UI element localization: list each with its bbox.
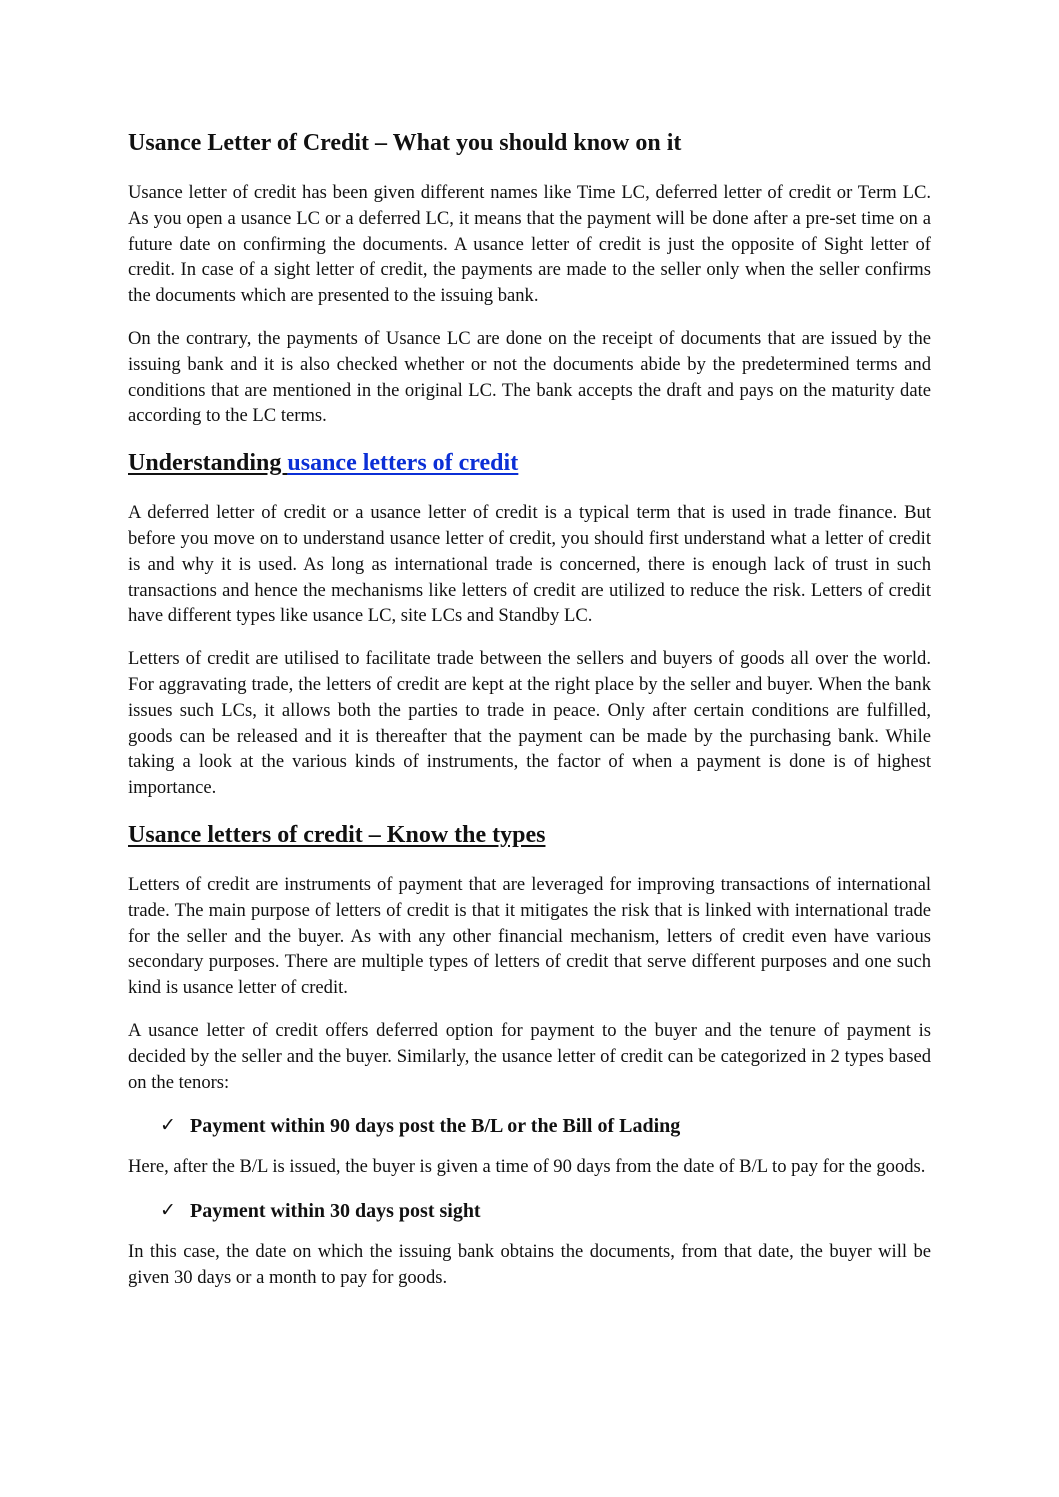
- understanding-paragraph-2: Letters of credit are utilised to facilitate trade between the sellers and buyers of goods all over the world. For aggravating trade, the letters of credit are kept at the right place by the seller and buyer. When the bank issues such LCs, it allows both the parties to trade in peace. Only after certain conditions are fulfilled, goods can be released and it is thereafter that the payment can be made by the purchasing bank. While taking a look at the various kinds of instruments, the factor of when a payment is done is of highest importance.: [128, 648, 931, 799]
- usance-letters-link[interactable]: usance letters of credit: [287, 450, 519, 477]
- types-paragraph-1: Letters of credit are instruments of payment that are leveraged for improving transactions of international trade. The main purpose of letters of credit is that it mitigates the risk that is linked with international trade for the seller and the buyer. As with any other financial mechanism, letters of credit even have various secondary purposes. There are multiple types of letters of credit that serve different purposes and one such kind is usance letter of credit.: [128, 873, 931, 999]
- intro-paragraph-2: On the contrary, the payments of Usance LC are done on the receipt of documents that are issued by the issuing bank and it is also checked whether or not the documents abide by the predetermined terms and conditions that are mentioned in the original LC. The bank accepts the draft and pays on the maturity date according to the LC terms.: [128, 327, 931, 427]
- intro-paragraph-1: Usance letter of credit has been given different names like Time LC, deferred letter of credit or Term LC. As you open a usance LC or a deferred LC, it means that the payment will be done after a pre-set time on a future date on confirming the documents. A usance letter of credit is just the opposite of Sight letter of credit. In case of a sight letter of credit, the payments are made to the seller only when the seller confirms the documents which are presented to the issuing bank.: [128, 182, 931, 307]
- section-heading-prefix: Understanding: [128, 450, 288, 477]
- document-content: [128, 126, 931, 1291]
- type-label-30-days: Payment within 30 days post sight: [190, 1200, 481, 1223]
- type-description-90-days: Here, after the B/L is issued, the buyer is given a time of 90 days from the date of B/L to pay for the goods.: [128, 1156, 926, 1178]
- section-heading-types: Usance letters of credit – Know the types: [128, 821, 546, 848]
- types-paragraph-2: A usance letter of credit offers deferred option for payment to the buyer and the tenure of payment is decided by the seller and the buyer. Similarly, the usance letter of credit can be categorized in 2 types based on the tenors:: [128, 1019, 931, 1093]
- section-heading-understanding: [128, 446, 931, 480]
- type-item-90-days: [160, 1112, 931, 1140]
- checkmark-icon: ✓: [160, 1115, 176, 1137]
- checkmark-icon: ✓: [160, 1200, 176, 1222]
- type-label-90-days: Payment within 90 days post the B/L or the Bill of Lading: [190, 1115, 681, 1138]
- type-item-30-days: [160, 1197, 931, 1225]
- type-description-30-days: In this case, the date on which the issuing bank obtains the documents, from that date, the buyer will be given 30 days or a month to pay for goods.: [128, 1241, 931, 1288]
- document-title: Usance Letter of Credit – What you should know on it: [128, 130, 682, 156]
- understanding-paragraph-1: A deferred letter of credit or a usance letter of credit is a typical term that is used in trade finance. But before you move on to understand usance letter of credit, you should first understand what a letter of credit is and why it is used. As long as international trade is concerned, there is enough lack of trust in such transactions and hence the mechanisms like letters of credit are utilized to reduce the risk. Letters of credit have different types like usance LC, site LCs and Standby LC.: [128, 502, 931, 627]
